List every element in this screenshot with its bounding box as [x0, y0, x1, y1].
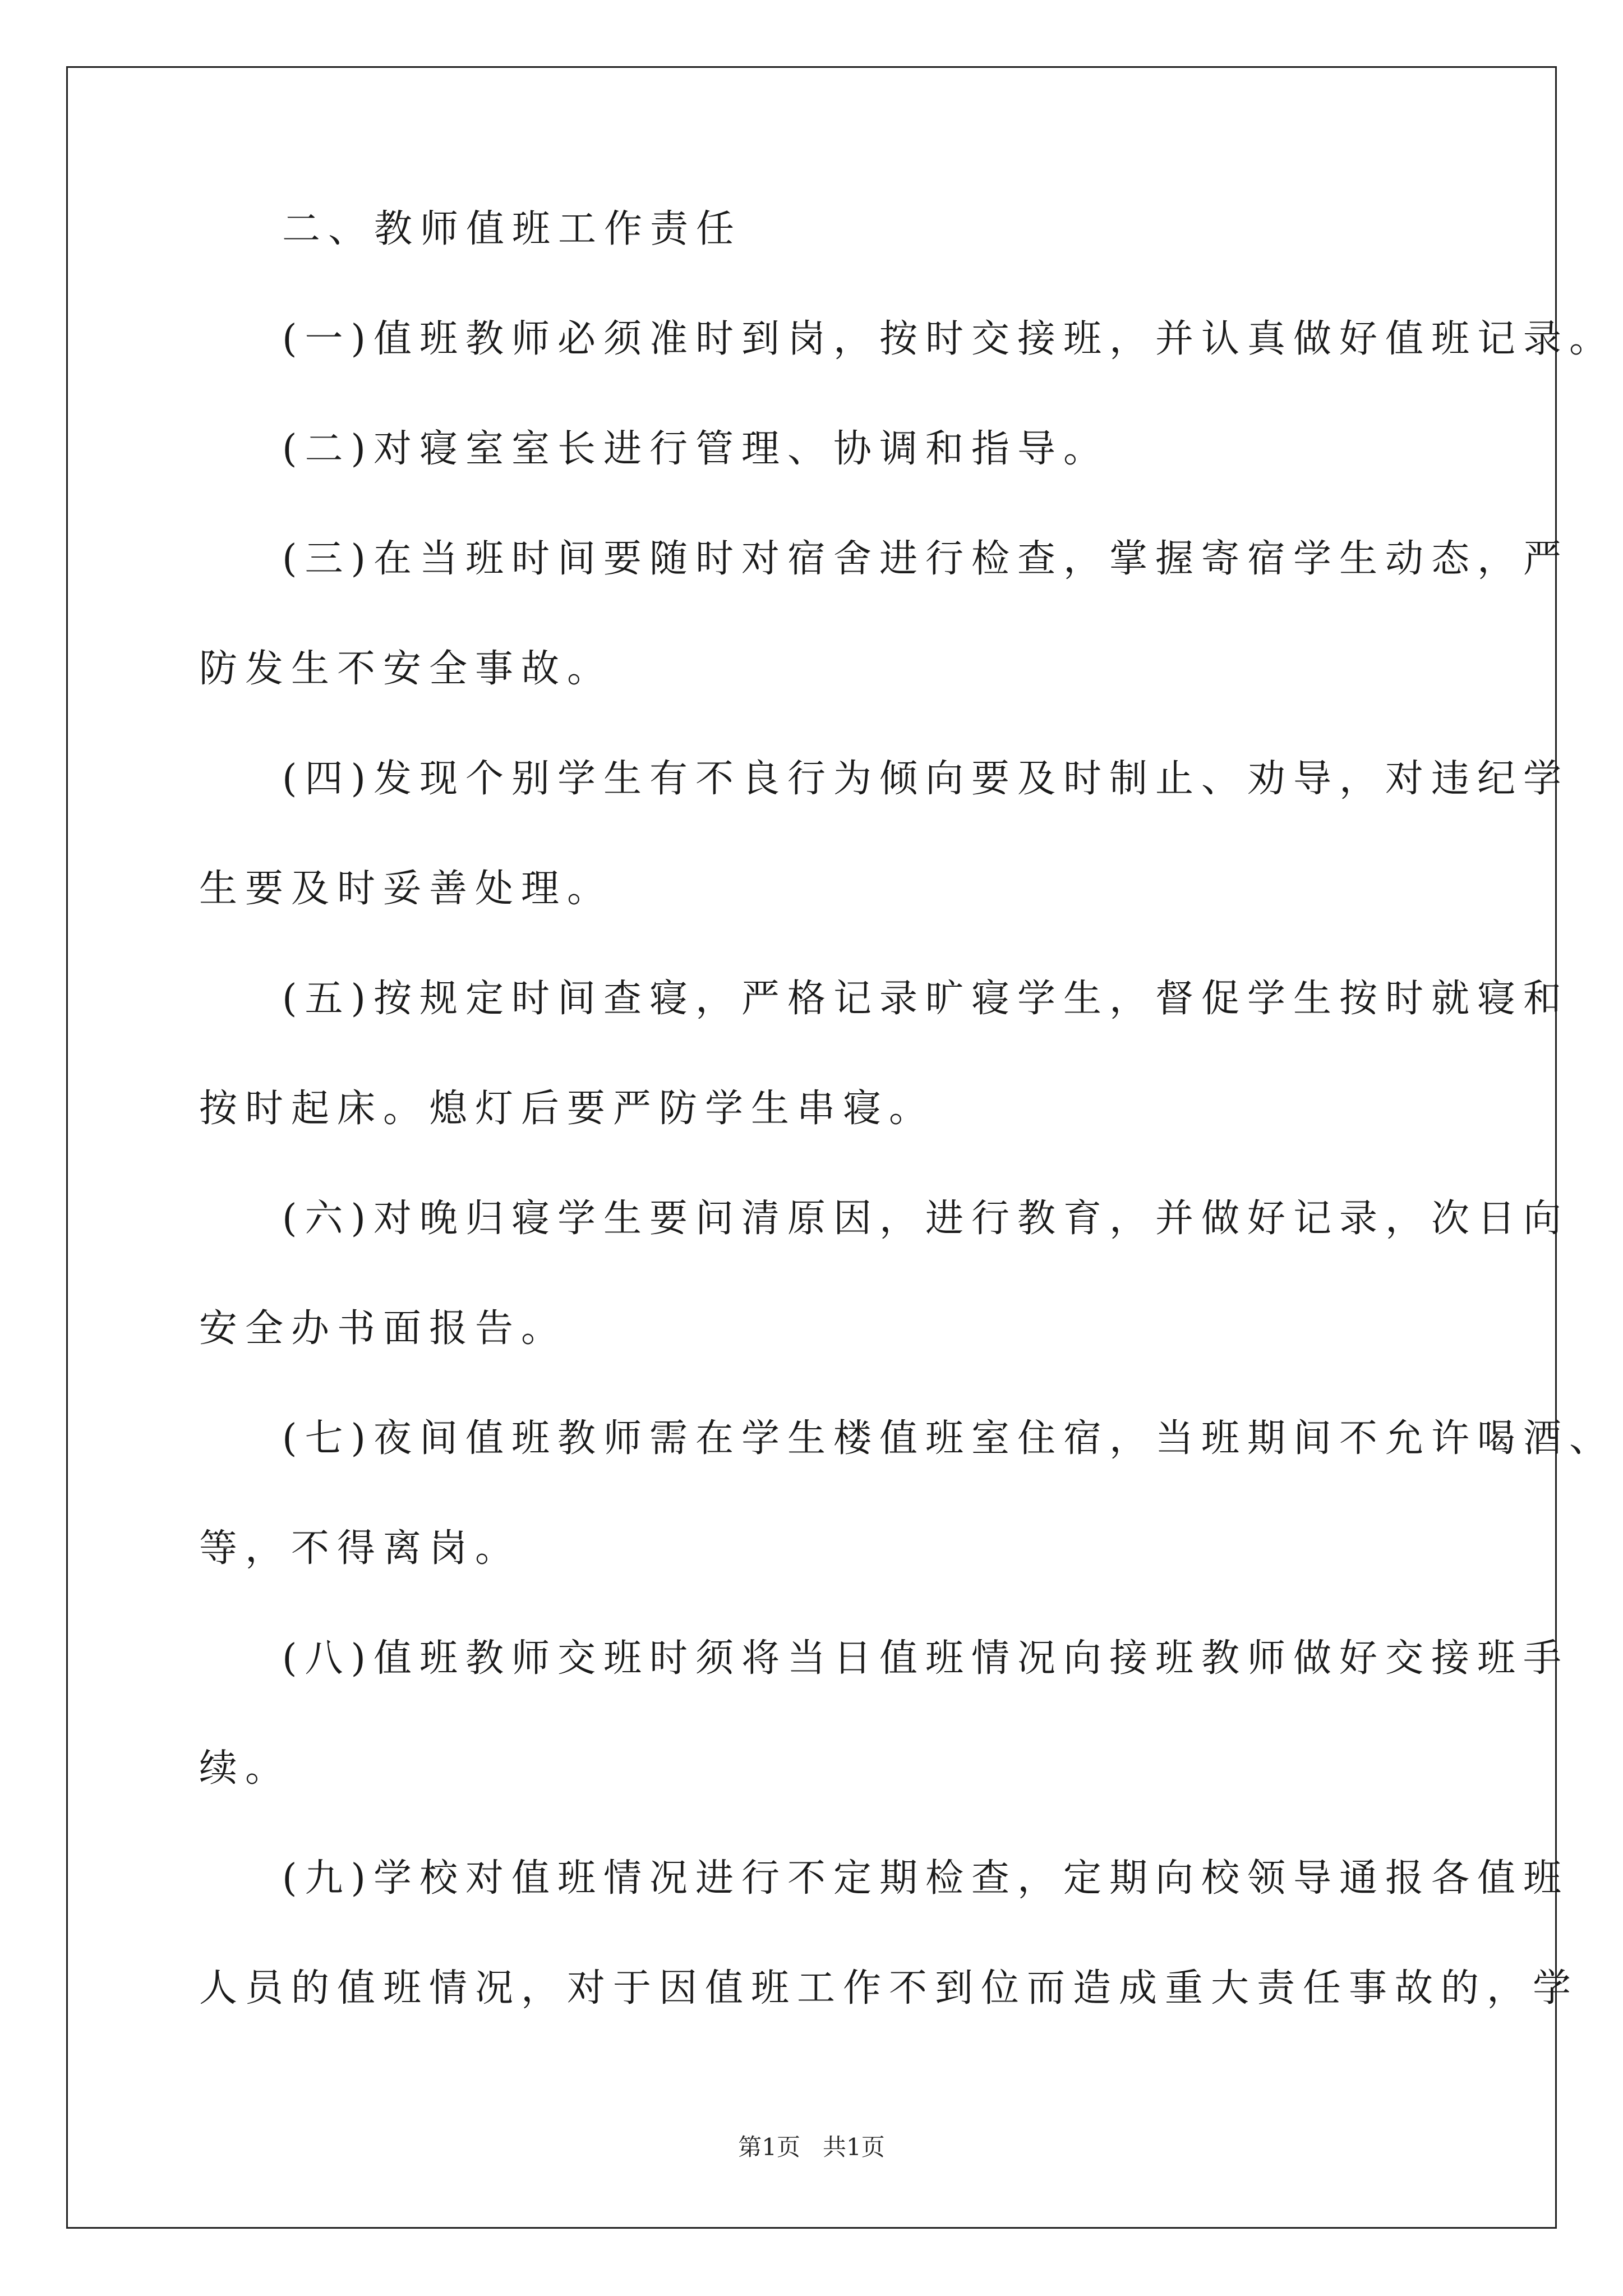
section-heading: 二、教师值班工作责任 [282, 207, 743, 251]
paragraph-2: (二)对寝室室长进行管理、协调和指导。 [282, 427, 1110, 471]
paragraph-7-line-1: (七)夜间值班教师需在学生楼值班室住宿，当班期间不允许喝酒、 [282, 1416, 1616, 1461]
paragraph-6-line-2: 安全办书面报告。 [199, 1306, 568, 1351]
paragraph-4-line-1: (四)发现个别学生有不良行为倾向要及时制止、劝导，对违纪学 [282, 757, 1570, 801]
page-total: 共1页 [823, 2133, 885, 2161]
paragraph-1: (一)值班教师必须准时到岗，按时交接班，并认真做好值班记录。 [282, 317, 1616, 361]
paragraph-5-line-2: 按时起床。熄灯后要严防学生串寝。 [199, 1087, 935, 1131]
paragraph-5-line-1: (五)按规定时间查寝，严格记录旷寝学生，督促学生按时就寝和 [282, 977, 1570, 1021]
paragraph-7-line-2: 等，不得离岗。 [199, 1526, 522, 1571]
paragraph-9-line-1: (九)学校对值班情况进行不定期检查，定期向校领导通报各值班 [282, 1856, 1570, 1901]
paragraph-4-line-2: 生要及时妥善处理。 [199, 867, 614, 911]
paragraph-3-line-1: (三)在当班时间要随时对宿舍进行检查，掌握寄宿学生动态，严 [282, 537, 1570, 581]
page-footer [0, 2129, 1623, 2162]
paragraph-6-line-1: (六)对晚归寝学生要问清原因，进行教育，并做好记录，次日向 [282, 1197, 1570, 1241]
paragraph-9-line-2: 人员的值班情况，对于因值班工作不到位而造成重大责任事故的，学 [199, 1966, 1579, 2010]
paragraph-8-line-2: 续。 [199, 1746, 292, 1791]
document-body [199, 207, 1616, 2079]
page-number: 第1页 [738, 2133, 800, 2161]
paragraph-8-line-1: (八)值班教师交班时须将当日值班情况向接班教师做好交接班手 [282, 1636, 1570, 1681]
paragraph-3-line-2: 防发生不安全事故。 [199, 647, 614, 691]
